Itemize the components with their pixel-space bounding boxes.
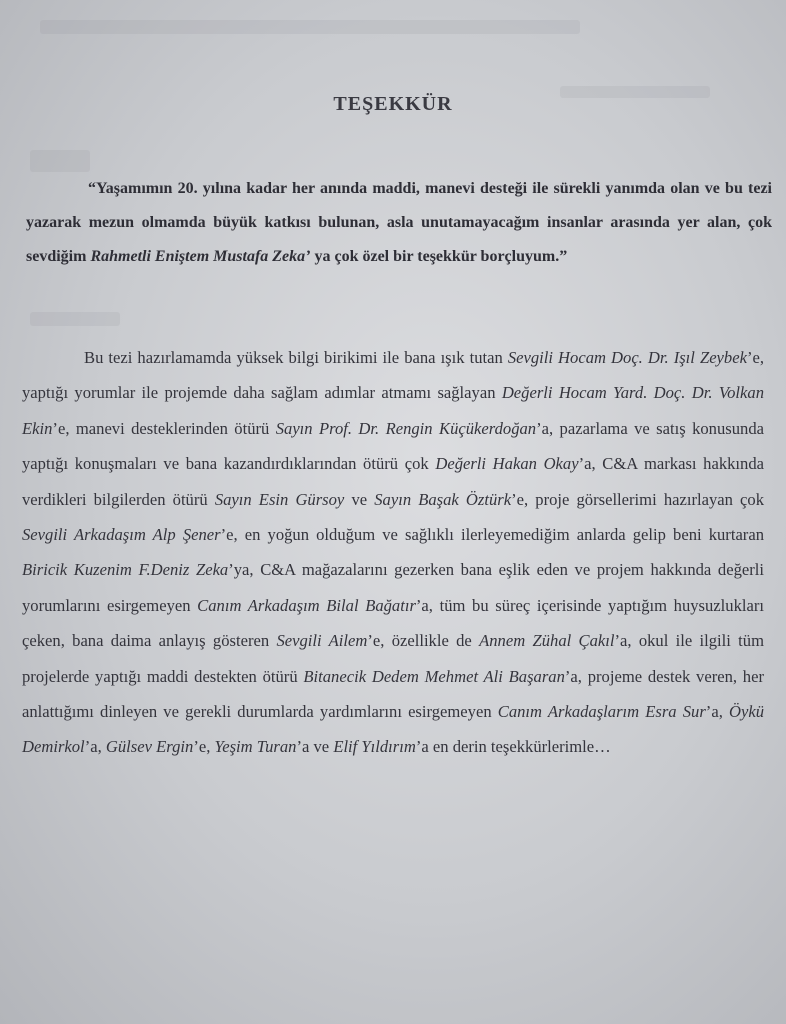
body-text: ’a, tüm bu süreç içerisinde yaptığım huysuzlukları çeken, bana daima anlayış gösteren <box>22 595 764 651</box>
acknowledgement-paragraph <box>22 340 764 765</box>
quote-text: ya çok özel bir teşekkür borçluyum.” <box>310 248 568 265</box>
body-text: ’e, proje görsellerimi hazırlayan çok <box>511 489 765 509</box>
person-name: Yeşim Turan <box>214 737 297 757</box>
person-name: Sevgili Hocam Doç. Dr. Işıl Zeybek <box>507 348 747 367</box>
person-name: Sayın Prof. Dr. Rengin Küçükerdoğan <box>275 418 537 438</box>
body-text: ’a, okul ile ilgili tüm projelerde yaptığı maddi destekten ötürü <box>22 631 765 686</box>
person-name: Biricik Kuzenim F.Deniz Zeka <box>22 560 229 580</box>
body-text: ’a, <box>705 702 729 722</box>
body-text: ’e, yaptığı yorumlar ile projemde daha sağlam adımlar atmamı sağlayan <box>22 348 764 403</box>
body-text: ’ya, C&A mağazalarını gezerken bana eşlik eden ve projem hakkında değerli yorumlarını esirgemeyen <box>22 560 764 615</box>
body-text: ’e, manevi desteklerinden ötürü <box>52 418 276 438</box>
person-name: Sayın Esin Gürsoy <box>214 489 345 509</box>
person-name: Sayın Başak Öztürk <box>374 489 512 509</box>
body-text: ve <box>344 489 375 509</box>
person-name: Sevgili Arkadaşım Alp Şener <box>22 525 221 545</box>
bleed-through-mark <box>30 150 90 172</box>
body-text: ’e, en yoğun olduğum ve sağlıklı ilerleyemediğim anlarda gelip beni kurtaran <box>220 525 764 545</box>
body-text: ’a ve <box>296 737 334 757</box>
person-name: Annem Zühal Çakıl <box>479 631 615 651</box>
person-name: Sevgili Ailem <box>276 631 368 651</box>
body-text: ’a, C&A markası hakkında verdikleri bilgilerden ötürü <box>22 454 764 509</box>
person-name: Değerli Hocam Yard. Doç. Dr. Volkan Ekin <box>22 383 764 438</box>
quote-name: Rahmetli Eniştem Mustafa Zeka’ <box>90 248 311 265</box>
page-title: TEŞEKKÜR <box>333 93 453 115</box>
person-name: Bitanecik Dedem Mehmet Ali Başaran <box>303 666 565 686</box>
person-name: Canım Arkadaşım Bilal Bağatır <box>197 595 416 615</box>
person-name: Gülsev Ergin <box>105 737 194 757</box>
bleed-through-mark <box>30 312 120 326</box>
dedication-quote <box>26 172 772 274</box>
body-text: ’a en derin teşekkürlerimle… <box>415 737 611 757</box>
body-text: ’a, projeme destek veren, her anlattığımı dinleyen ve gerekli durumlarda yardımlarını esirgemeyen <box>22 666 764 722</box>
body-text: ’a, <box>84 737 106 757</box>
bleed-through-mark <box>40 20 580 34</box>
person-name: Öykü Demirkol <box>22 702 764 757</box>
body-text: ’a, pazarlama ve satış konusunda yaptığı konuşmaları ve bana kazandırdıklarından ötürü çok <box>22 418 764 474</box>
person-name: Değerli Hakan Okay <box>435 454 579 474</box>
person-name: Elif Yıldırım <box>333 737 416 757</box>
person-name: Canım Arkadaşlarım Esra Sur <box>497 702 706 722</box>
body-text: Bu tezi hazırlamamda yüksek bilgi birikimi ile bana ışık tutan <box>84 348 508 367</box>
body-text: ’e, <box>193 737 215 757</box>
body-text: ’e, özellikle de <box>367 631 480 651</box>
quote-text: “Yaşamımın 20. yılına kadar her anında maddi, manevi desteği ile sürekli yanımda olan ve bu tezi yazarak mezun olmamda büyük katkısı bulunan, asla unutamayacağım insanlar arasında yer alan, çok sevdiğim <box>26 180 772 265</box>
